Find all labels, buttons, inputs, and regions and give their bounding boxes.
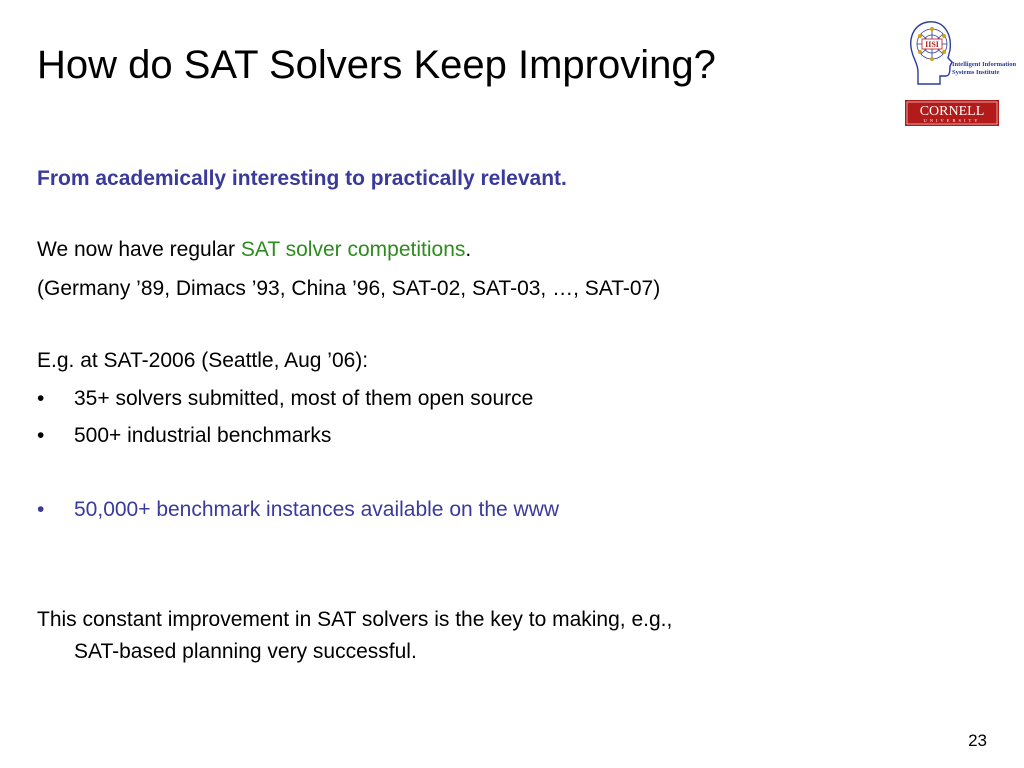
logo-block <box>898 14 1017 126</box>
highlight-bullet-text: 50,000+ benchmark instances available on the www <box>74 498 560 521</box>
highlight-bullet-item <box>37 497 559 523</box>
bullet-icon: • <box>37 387 45 410</box>
competitions-prefix: We now have regular <box>37 238 241 261</box>
bullet-item <box>37 386 533 412</box>
iisi-logo <box>906 14 1017 88</box>
competitions-list: (Germany ’89, Dimacs ’93, China ’96, SAT-02, SAT-03, …, SAT-07) <box>37 277 661 300</box>
competitions-line <box>37 237 471 263</box>
competitions-link[interactable]: SAT solver competitions <box>240 238 466 261</box>
cornell-wordmark: CORNELL <box>919 104 985 119</box>
cornell-logo <box>905 100 999 126</box>
iisi-monogram: IISI <box>925 40 939 49</box>
page-number: 23 <box>968 731 987 750</box>
competitions-suffix: . <box>465 238 472 261</box>
bullet-icon: • <box>37 498 45 521</box>
example-heading: E.g. at SAT-2006 (Seattle, Aug ’06): <box>37 349 369 372</box>
conclusion-line1: This constant improvement in SAT solvers is the key to making, e.g., <box>37 608 673 631</box>
bullet-item <box>37 423 331 449</box>
cornell-university: UNIVERSITY <box>923 118 981 123</box>
slide-title: How do SAT Solvers Keep Improving? <box>37 43 716 87</box>
conclusion-line2: SAT-based planning very successful. <box>74 640 417 663</box>
iisi-text-line2: Systems Institute <box>952 69 1000 76</box>
bullet-icon: • <box>37 424 45 447</box>
bullet-text: 500+ industrial benchmarks <box>74 424 332 447</box>
bullet-text: 35+ solvers submitted, most of them open source <box>74 387 534 410</box>
iisi-text-line1: Intelligent Information <box>952 61 1017 68</box>
slide-subtitle: From academically interesting to practically relevant. <box>37 167 567 190</box>
